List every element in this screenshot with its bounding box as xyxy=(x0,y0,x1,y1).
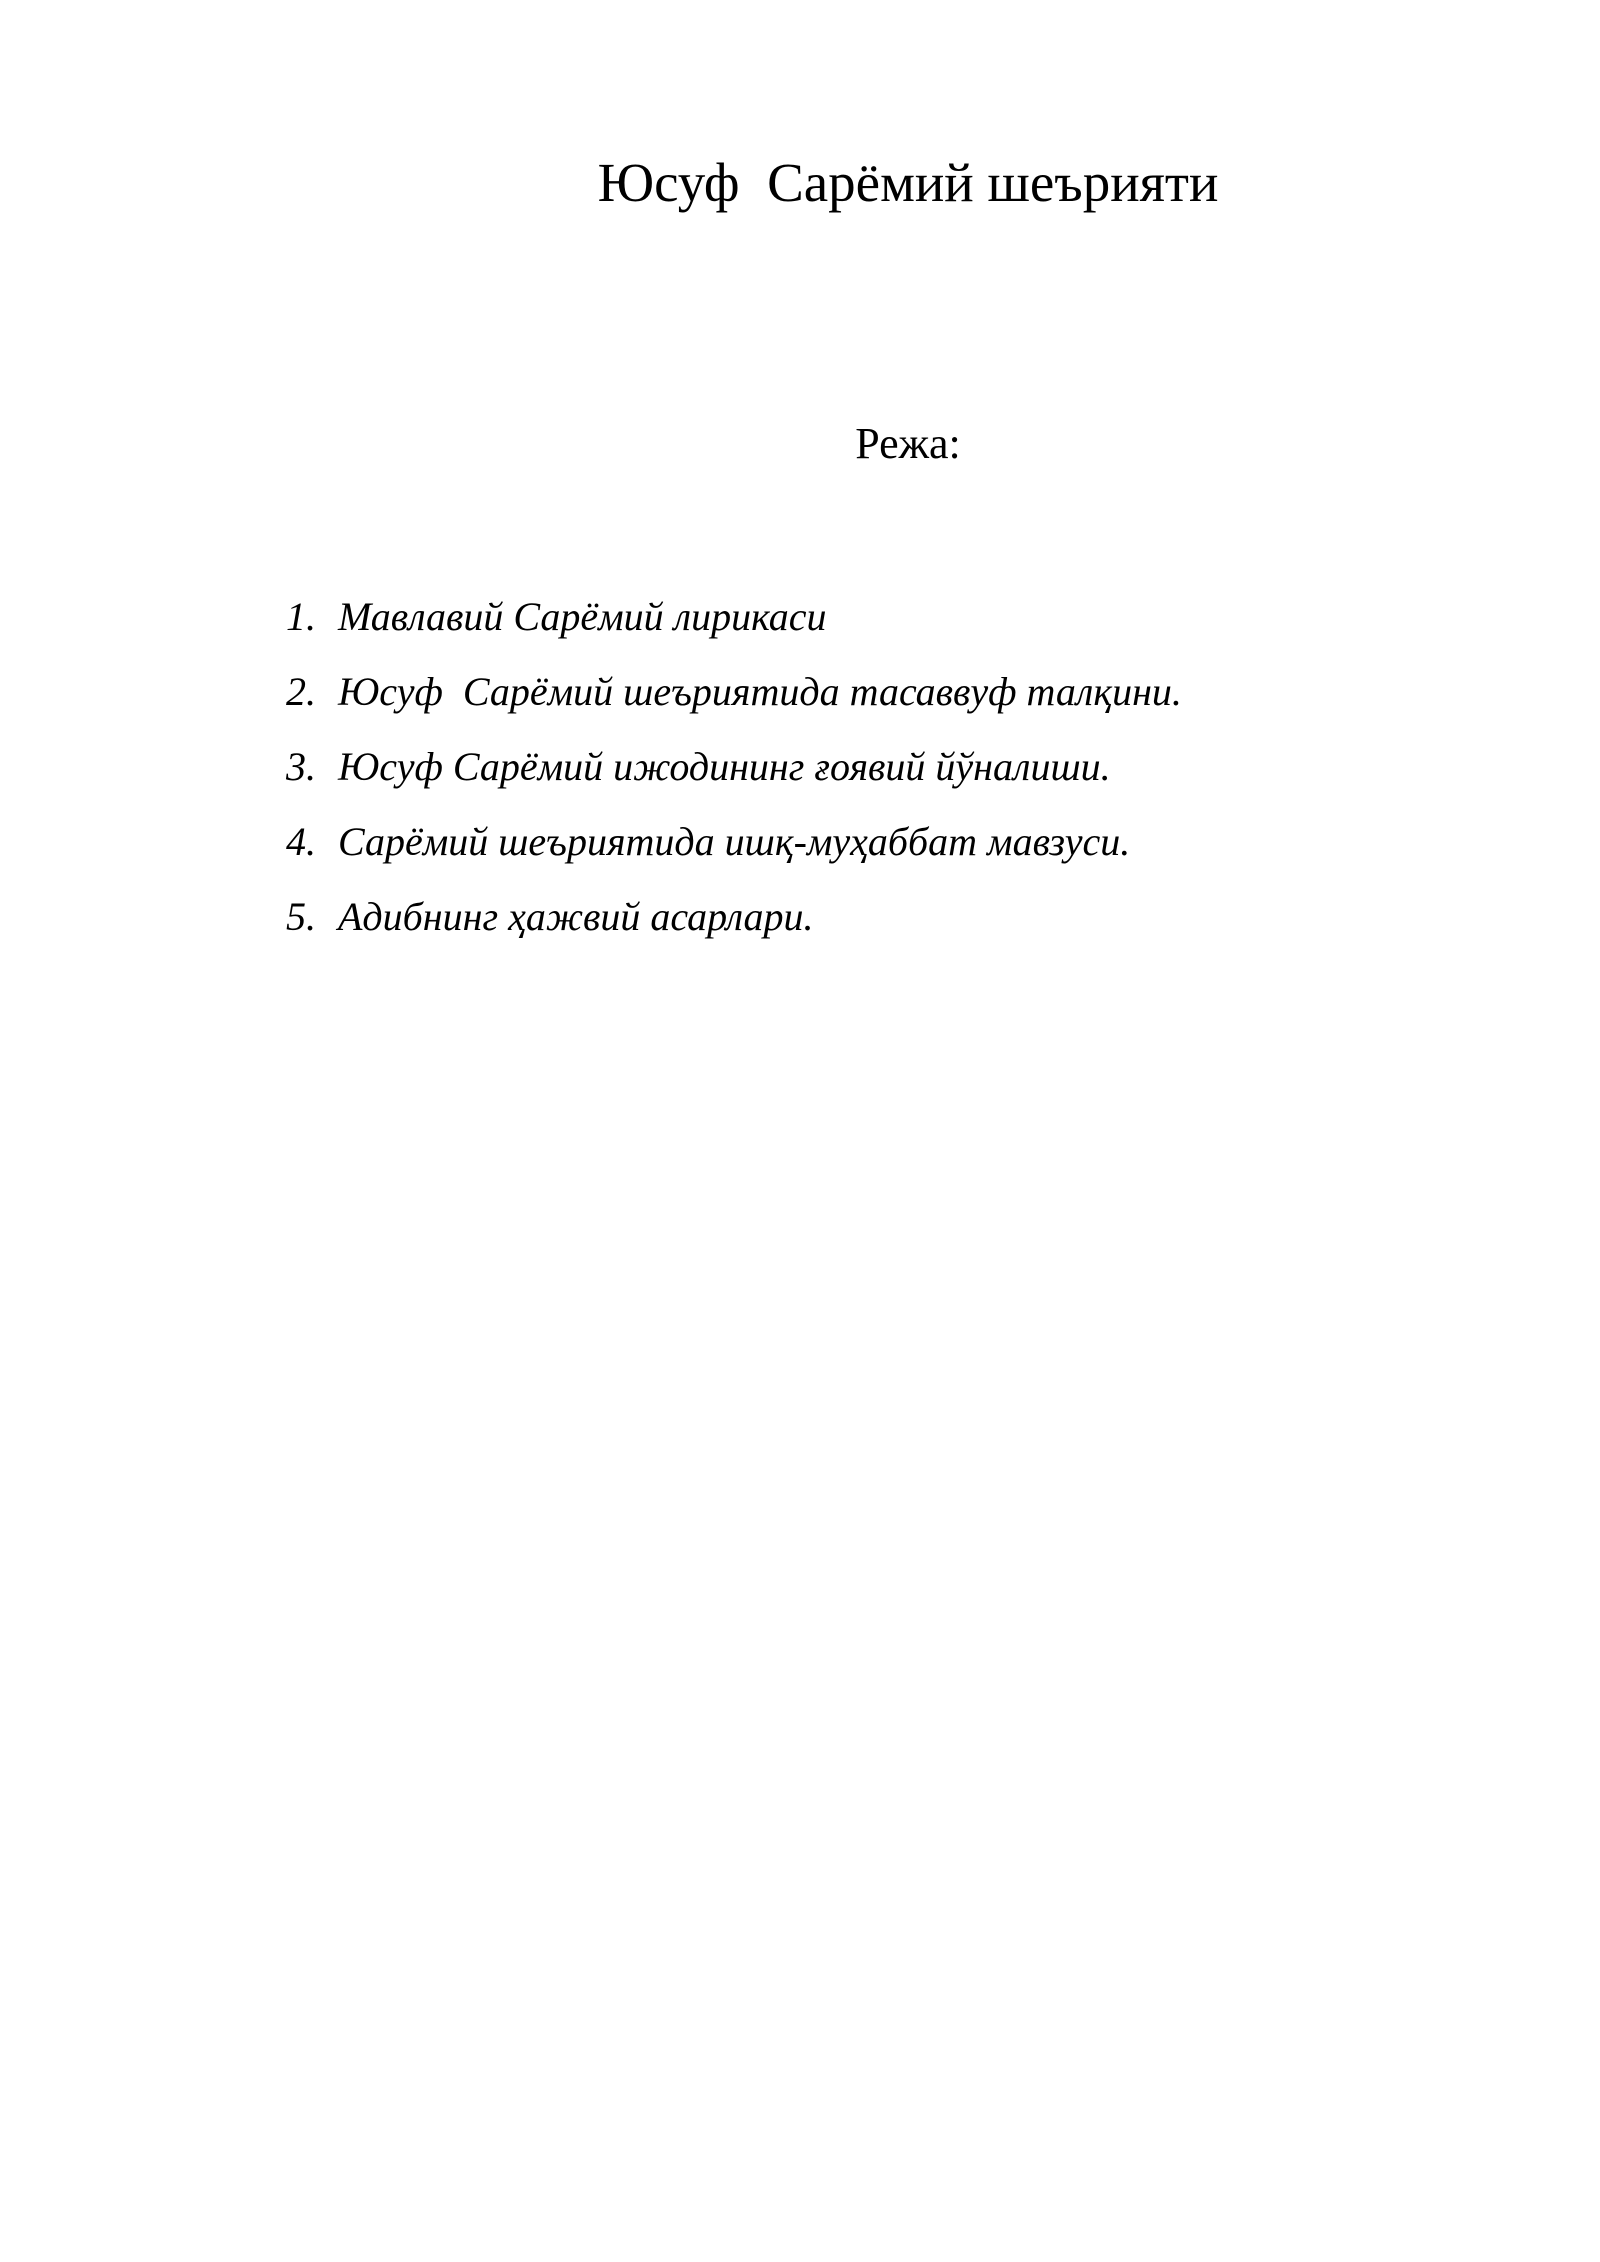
plan-heading: Режа: xyxy=(855,419,961,468)
plan-item-text: Юсуф Сарёмий шеъриятида тасаввуф талқини. xyxy=(338,669,1182,714)
plan-item-text: Адибнинг ҳажвий асарлари. xyxy=(338,894,814,939)
plan-item-number: 2. xyxy=(286,669,316,714)
plan-item-number: 5. xyxy=(286,894,316,939)
document-title: Юсуф Сарёмий шеърияти xyxy=(597,152,1219,213)
plan-item xyxy=(286,886,1182,961)
plan-item-number: 1. xyxy=(286,594,316,639)
plan-item-text: Юсуф Сарёмий ижодининг ғоявий йўналиши. xyxy=(338,744,1111,789)
plan-list xyxy=(286,586,1182,961)
plan-item xyxy=(286,586,1182,661)
plan-item xyxy=(286,736,1182,811)
plan-item-text: Сарёмий шеъриятида ишқ-муҳаббат мавзуси. xyxy=(338,819,1131,864)
plan-item xyxy=(286,661,1182,736)
plan-item-number: 3. xyxy=(286,744,316,789)
plan-item-text: Мавлавий Сарёмий лирикаси xyxy=(338,594,827,639)
plan-item xyxy=(286,811,1182,886)
plan-item-number: 4. xyxy=(286,819,316,864)
